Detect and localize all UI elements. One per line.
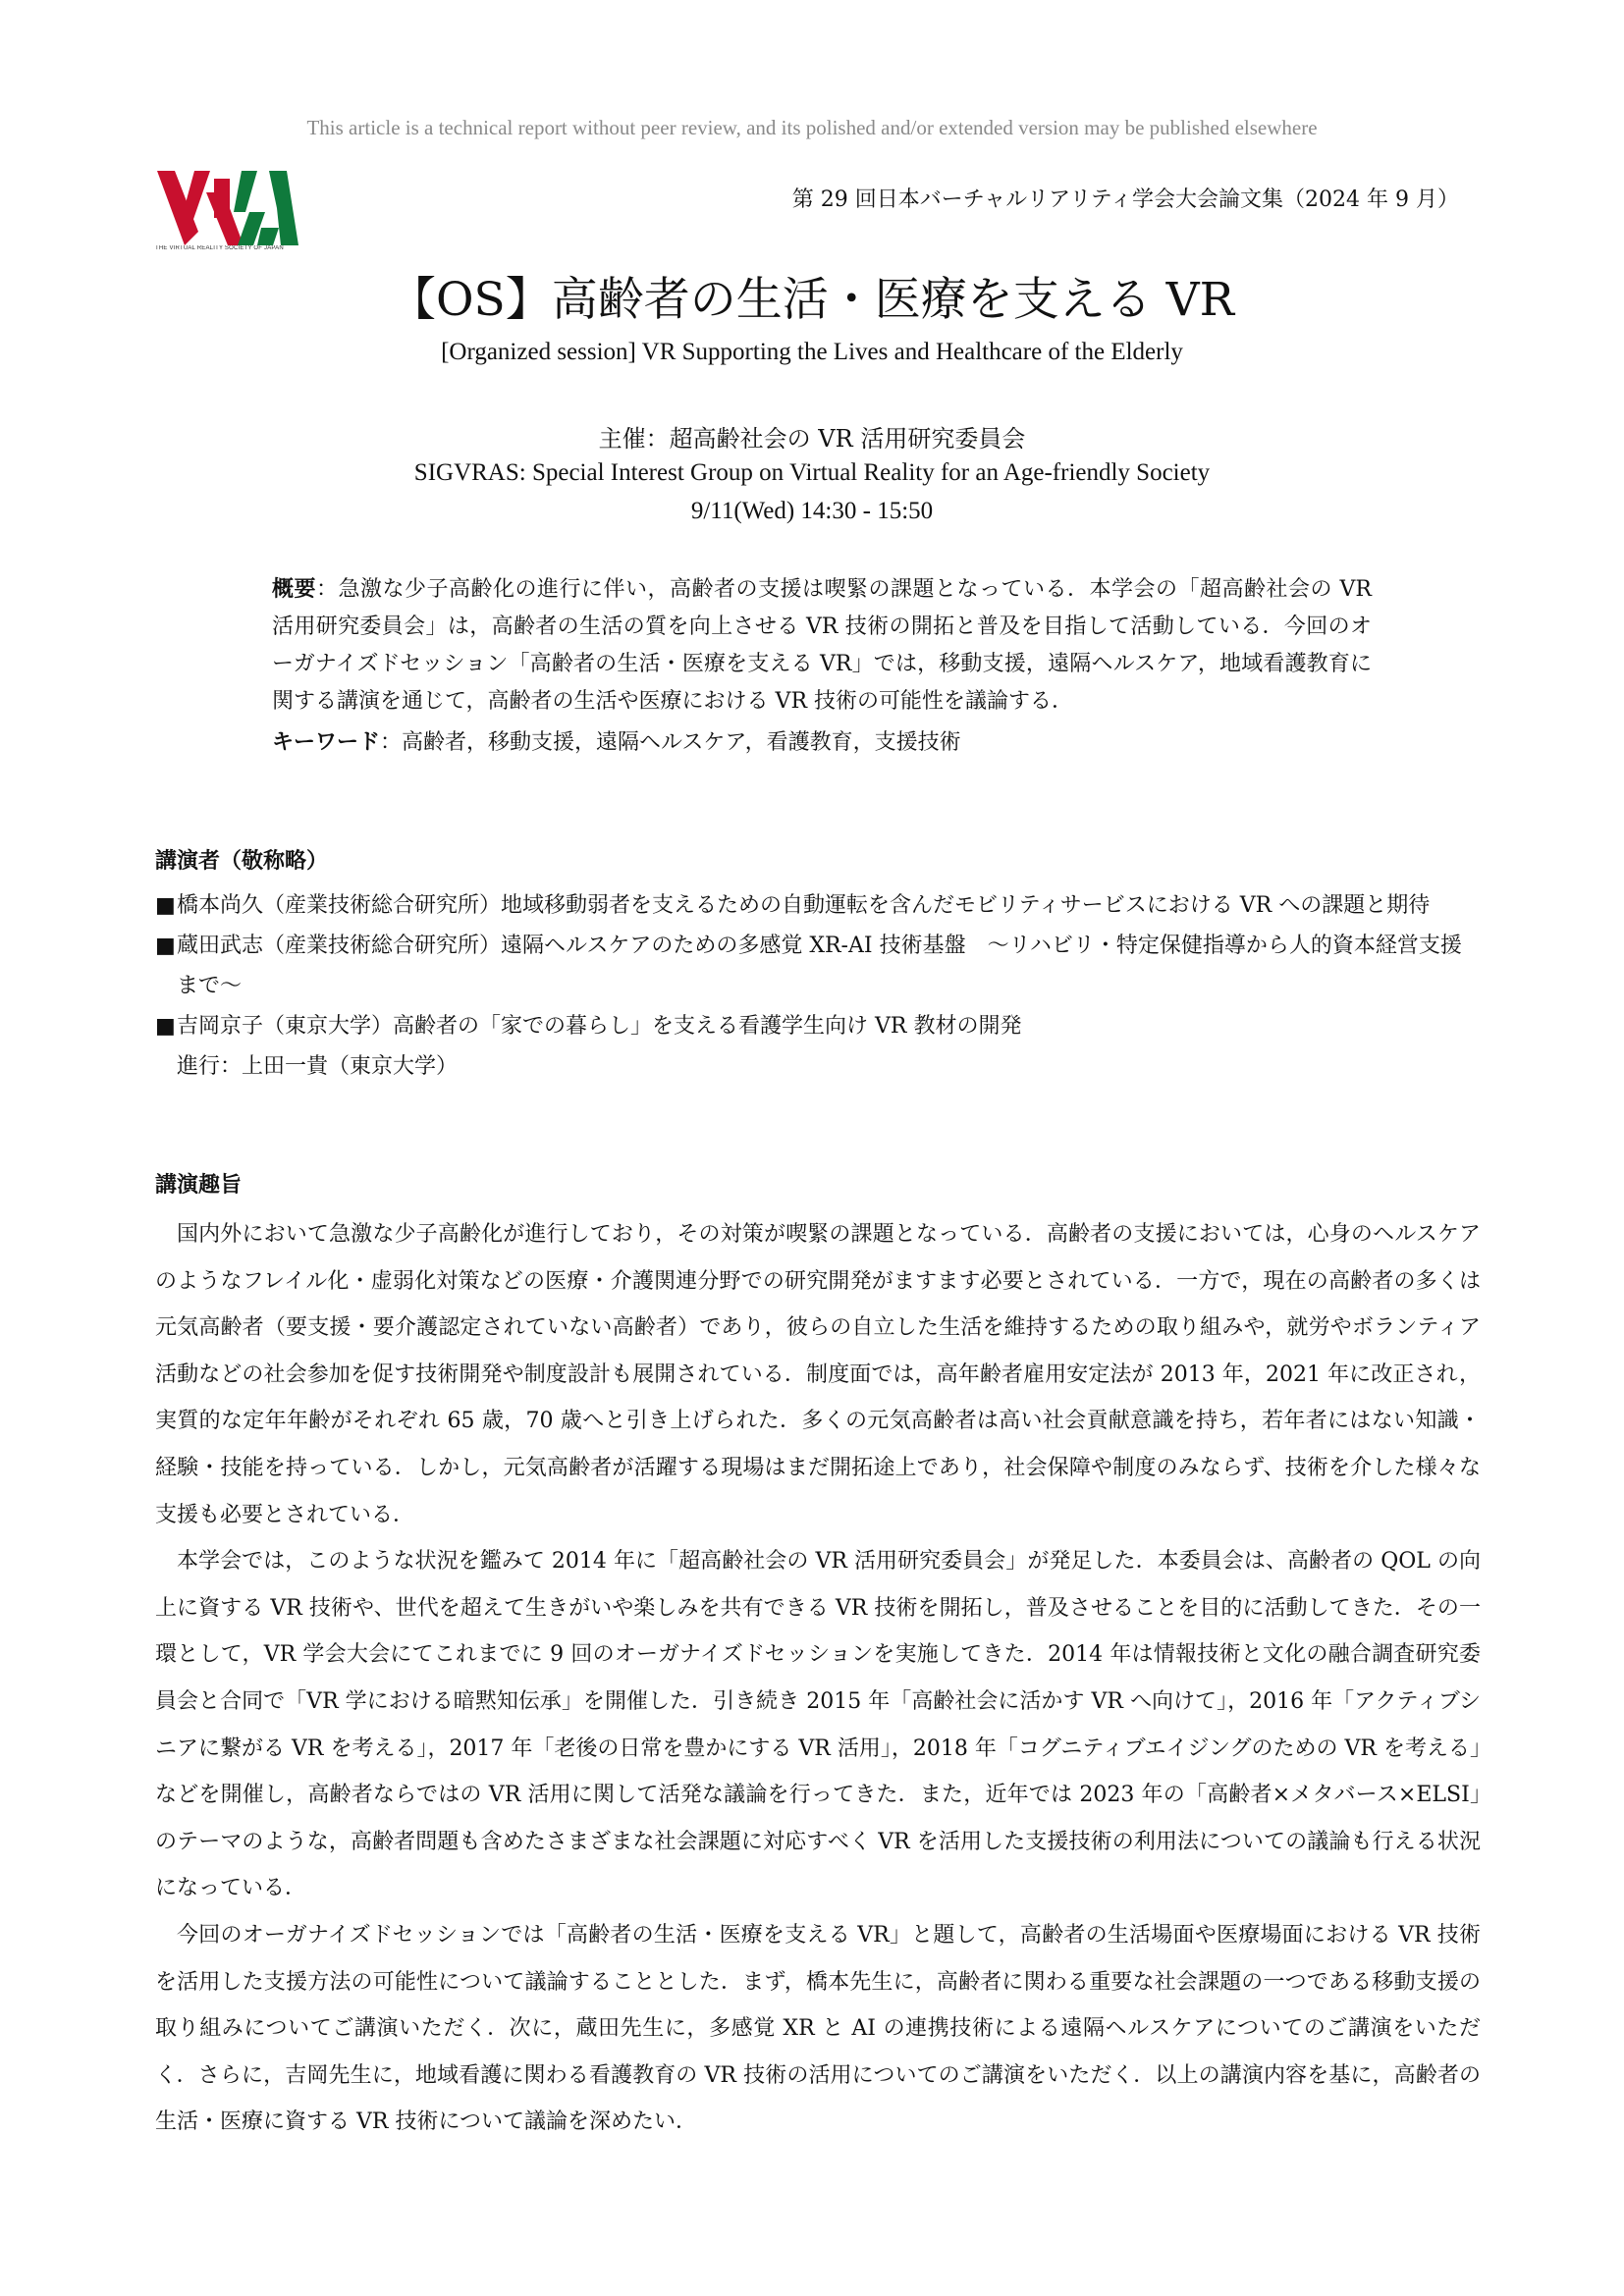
vrsj-logo-mark: [155, 169, 302, 257]
speaker-item: [155, 885, 1481, 926]
purpose-heading: 講演趣旨: [155, 1173, 243, 1198]
abstract-text: ：急激な少子高齢化の進行に伴い，高齢者の支援は喫緊の課題となっている．本学会の「超高齢社会の VR 活用研究委員会」は，高齢者の生活の質を向上させる VR 技術の開拓と普及を目指して活動している．今回のオーガナイズドセッション「高齢者の生活・医療を支える VR」では，移動支援，遠隔ヘルスケア，地域看護教育に関する講演を通じて，高齢者の生活や医療における VR 技術の可能性を議論する．: [272, 577, 1372, 714]
moderator-line: 進行：上田一貴（東京大学）: [177, 1054, 459, 1079]
speaker-text: 吉岡京子（東京大学）高齢者の「家での暮らし」を支える看護学生向け VR 教材の開発: [177, 1014, 1022, 1039]
logo-caption: THE VIRTUAL REALITY SOCIETY OF JAPAN: [155, 245, 284, 251]
keywords-label: キーワード: [272, 730, 381, 755]
speaker-text: 蔵田武志（産業技術総合研究所）遠隔ヘルスケアのための多感覚 XR-AI 技術基盤 ～リハビリ・特定保健指導から人的資本経営支援まで～: [177, 934, 1462, 998]
purpose-body: [155, 1211, 1481, 2146]
bullet-icon: ■: [155, 893, 176, 918]
keywords-text: ：高齢者，移動支援，遠隔ヘルスケア，看護教育，支援技術: [380, 730, 961, 755]
host-japanese: 主催：超高齢社会の VR 活用研究委員会: [598, 425, 1026, 453]
disclaimer: This article is a technical report without peer review, and its polished and/or extended version may be published elsewhere: [306, 116, 1318, 139]
page-title: 【OS】高齢者の生活・医療を支える VR: [390, 273, 1234, 327]
speakers-heading: 講演者（敬称略）: [155, 849, 329, 874]
abstract-paragraph: [272, 571, 1372, 721]
speaker-text: 橋本尚久（産業技術総合研究所）地域移動弱者を支えるための自動運転を含んだモビリティサービスにおける VR への課題と期待: [177, 893, 1431, 918]
body-paragraph: 国内外において急激な少子高齢化が進行しており，その対策が喫緊の課題となっている．高齢者の支援においては，心身のヘルスケアのようなフレイル化・虚弱化対策などの医療・介護関連分野での研究開発がますます必要とされている．一方で，現在の高齢者の多くは元気高齢者（要支援・要介護認定されていない高齢者）であり，彼らの自立した生活を維持するための取り組みや，就労やボランティア活動などの社会参加を促す技術開発や制度設計も展開されている．制度面では，高年齢者雇用安定法が 2013 年，2021 年に改正され，実質的な定年年齢がそれぞれ 65 歳，70 歳へと引き上げられた．多くの元気高齢者は高い社会貢献意識を持ち，若年者にはない知識・経験・技能を持っている．しかし，元気高齢者が活躍する現場はまだ開拓途上であり，社会保障や制度のみならず、技術を介した様々な支援も必要とされている．: [155, 1222, 1481, 1527]
bullet-icon: ■: [155, 1014, 176, 1039]
body-paragraph: 今回のオーガナイズドセッションでは「高齢者の生活・医療を支える VR」と題して，高齢者の生活場面や医療場面における VR 技術を活用した支援方法の可能性について議論することとした．まず，橋本先生に，高齢者に関わる重要な社会課題の一つである移動支援の取り組みについてご講演いただく．次に，蔵田先生に，多感覚 XR と AI の連携技術による遠隔ヘルスケアについてのご講演をいただく．さらに，吉岡先生に，地域看護に関わる看護教育の VR 技術の活用についてのご講演をいただく．以上の講演内容を基に，高齢者の生活・医療に資する VR 技術について議論を深めたい．: [155, 1922, 1481, 2135]
body-paragraph: 本学会では，このような状況を鑑みて 2014 年に「超高齢社会の VR 活用研究委員会」が発足した．本委員会は、高齢者の QOL の向上に資する VR 技術や、世代を超えて生きがいや楽しみを共有できる VR 技術を開拓し，普及させることを目的に活動してきた．その一環として，VR 学会大会にてこれまでに 9 回のオーガナイズドセッションを実施してきた．2014 年は情報技術と文化の融合調査研究委員会と合同で「VR 学における暗黙知伝承」を開催した．引き続き 2015 年「高齢社会に活かす VR へ向けて」，2016 年「アクティブシニアに繋がる VR を考える」，2017 年「老後の日常を豊かにする VR 活用」，2018 年「コグニティブエイジングのための VR を考える」などを開催し，高齢者ならではの VR 活用に関して活発な議論を行ってきた．また，近年では 2023 年の「高齢者×メタバース×ELSI」のテーマのような，高齢者問題も含めたさまざまな社会課題に対応すべく VR を活用した支援技術の利用法についての議論も行える状況になっている．: [155, 1549, 1481, 1901]
keywords-line: [272, 724, 1372, 762]
session-datetime: 9/11(Wed) 14:30 - 15:50: [690, 498, 934, 524]
proceedings-header: 第 29 回日本バーチャルリアリティ学会大会論文集（2024 年 9 月）: [791, 187, 1459, 212]
page-subtitle: [Organized session] VR Supporting the Lives and Healthcare of the Elderly: [441, 339, 1183, 365]
abstract: [272, 571, 1372, 762]
speaker-item: [155, 926, 1481, 1006]
host-english: SIGVRAS: Special Interest Group on Virtual Reality for an Age-friendly Society: [413, 459, 1211, 486]
speakers-list: [155, 885, 1481, 1087]
vrsj-logo: [155, 169, 302, 257]
abstract-label: 概要: [272, 577, 317, 602]
speaker-item: [155, 1006, 1481, 1046]
bullet-icon: ■: [155, 934, 176, 958]
